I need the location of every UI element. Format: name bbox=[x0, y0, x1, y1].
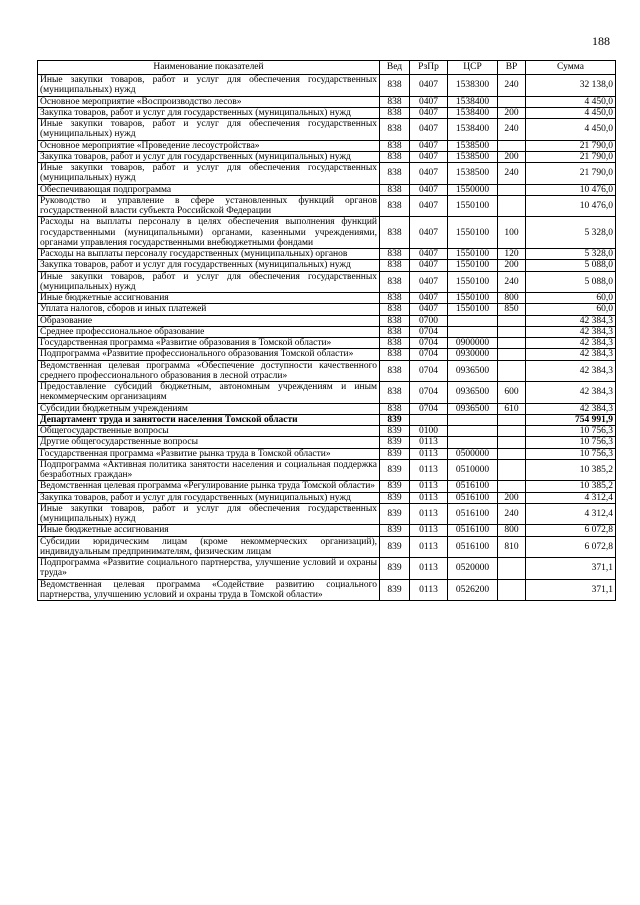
cell-rzpr: 0700 bbox=[410, 315, 448, 326]
cell-name: Подпрограмма «Развитие профессионального образования Томской области» bbox=[38, 349, 380, 360]
cell-sum: 21 790,0 bbox=[526, 151, 616, 162]
budget-table bbox=[37, 60, 616, 601]
cell-rzpr: 0100 bbox=[410, 426, 448, 437]
cell-sum: 42 384,3 bbox=[526, 360, 616, 382]
cell-name: Ведомственная целевая программа «Обеспечение доступности качественного среднего профессионального образования в лесной отрасли» bbox=[38, 360, 380, 382]
cell-name: Подпрограмма «Развитие социального партнерства, улучшение условий и охраны труда» bbox=[38, 558, 380, 580]
cell-sum: 10 756,3 bbox=[526, 448, 616, 459]
cell-vr bbox=[498, 349, 526, 360]
cell-csr: 1550100 bbox=[448, 271, 498, 293]
cell-rzpr: 0407 bbox=[410, 163, 448, 185]
cell-ved: 839 bbox=[380, 437, 410, 448]
cell-sum: 4 450,0 bbox=[526, 107, 616, 118]
cell-rzpr: 0113 bbox=[410, 503, 448, 525]
cell-sum: 42 384,3 bbox=[526, 338, 616, 349]
cell-csr: 1538500 bbox=[448, 163, 498, 185]
table-row bbox=[38, 558, 616, 580]
cell-name: Иные закупки товаров, работ и услуг для обеспечения государственных (муниципальных) нужд bbox=[38, 271, 380, 293]
cell-name: Ведомственная целевая программа «Содействие развитию социального партнерства, улучшению условий и охраны труда в Томской области» bbox=[38, 579, 380, 601]
cell-vr bbox=[498, 558, 526, 580]
cell-sum: 42 384,3 bbox=[526, 349, 616, 360]
cell-csr: 1538400 bbox=[448, 119, 498, 141]
cell-vr: 100 bbox=[498, 217, 526, 249]
table-row bbox=[38, 107, 616, 118]
cell-sum: 4 312,4 bbox=[526, 492, 616, 503]
table-row bbox=[38, 119, 616, 141]
cell-vr: 800 bbox=[498, 525, 526, 536]
cell-name: Иные бюджетные ассигнования bbox=[38, 293, 380, 304]
cell-rzpr: 0704 bbox=[410, 382, 448, 404]
cell-csr bbox=[448, 414, 498, 425]
cell-ved: 839 bbox=[380, 536, 410, 558]
cell-rzpr: 0113 bbox=[410, 536, 448, 558]
cell-rzpr: 0407 bbox=[410, 217, 448, 249]
table-row bbox=[38, 403, 616, 414]
cell-name: Закупка товаров, работ и услуг для государственных (муниципальных) нужд bbox=[38, 260, 380, 271]
cell-ved: 838 bbox=[380, 249, 410, 260]
cell-rzpr: 0113 bbox=[410, 448, 448, 459]
cell-ved: 838 bbox=[380, 338, 410, 349]
cell-ved: 838 bbox=[380, 326, 410, 337]
cell-name: Субсидии юридическим лицам (кроме некоммерческих организаций), индивидуальным предпринимателям, физическим лицам bbox=[38, 536, 380, 558]
table-row bbox=[38, 304, 616, 315]
cell-vr: 850 bbox=[498, 304, 526, 315]
cell-csr: 1550100 bbox=[448, 249, 498, 260]
cell-name: Департамент труда и занятости населения Томской области bbox=[38, 414, 380, 425]
cell-sum: 21 790,0 bbox=[526, 140, 616, 151]
cell-csr: 0516100 bbox=[448, 525, 498, 536]
cell-csr: 1550100 bbox=[448, 293, 498, 304]
cell-name: Среднее профессиональное образование bbox=[38, 326, 380, 337]
cell-csr: 0936500 bbox=[448, 360, 498, 382]
table-row bbox=[38, 536, 616, 558]
cell-ved: 838 bbox=[380, 403, 410, 414]
cell-vr: 200 bbox=[498, 260, 526, 271]
cell-csr: 1538500 bbox=[448, 151, 498, 162]
cell-vr: 200 bbox=[498, 107, 526, 118]
table-row bbox=[38, 326, 616, 337]
cell-csr: 1550100 bbox=[448, 195, 498, 217]
cell-vr: 200 bbox=[498, 492, 526, 503]
cell-vr bbox=[498, 459, 526, 481]
cell-sum: 4 450,0 bbox=[526, 119, 616, 141]
cell-ved: 839 bbox=[380, 481, 410, 492]
table-row bbox=[38, 525, 616, 536]
cell-csr: 0520000 bbox=[448, 558, 498, 580]
table-row bbox=[38, 260, 616, 271]
cell-csr: 1550000 bbox=[448, 184, 498, 195]
cell-csr: 1550100 bbox=[448, 304, 498, 315]
table-row bbox=[38, 459, 616, 481]
cell-rzpr: 0407 bbox=[410, 271, 448, 293]
table-row bbox=[38, 360, 616, 382]
cell-rzpr: 0407 bbox=[410, 75, 448, 97]
cell-sum: 10 756,3 bbox=[526, 426, 616, 437]
cell-name: Закупка товаров, работ и услуг для государственных (муниципальных) нужд bbox=[38, 492, 380, 503]
cell-vr bbox=[498, 195, 526, 217]
cell-rzpr: 0113 bbox=[410, 558, 448, 580]
cell-vr: 240 bbox=[498, 271, 526, 293]
cell-sum: 10 385,2 bbox=[526, 481, 616, 492]
cell-rzpr: 0407 bbox=[410, 151, 448, 162]
table-row bbox=[38, 249, 616, 260]
table-row bbox=[38, 163, 616, 185]
cell-name: Обеспечивающая подпрограмма bbox=[38, 184, 380, 195]
cell-sum: 371,1 bbox=[526, 579, 616, 601]
cell-csr: 0510000 bbox=[448, 459, 498, 481]
cell-name: Основное мероприятие «Воспроизводство лесов» bbox=[38, 96, 380, 107]
cell-rzpr: 0113 bbox=[410, 492, 448, 503]
table-row bbox=[38, 195, 616, 217]
cell-ved: 838 bbox=[380, 119, 410, 141]
cell-ved: 839 bbox=[380, 448, 410, 459]
cell-sum: 6 072,8 bbox=[526, 525, 616, 536]
cell-name: Основное мероприятие «Проведение лесоустройства» bbox=[38, 140, 380, 151]
cell-ved: 839 bbox=[380, 579, 410, 601]
cell-sum: 60,0 bbox=[526, 293, 616, 304]
cell-vr bbox=[498, 140, 526, 151]
cell-rzpr: 0704 bbox=[410, 403, 448, 414]
table-row bbox=[38, 140, 616, 151]
cell-rzpr: 0704 bbox=[410, 338, 448, 349]
cell-csr: 1550100 bbox=[448, 260, 498, 271]
cell-csr bbox=[448, 426, 498, 437]
cell-vr bbox=[498, 96, 526, 107]
cell-vr: 800 bbox=[498, 293, 526, 304]
cell-csr: 1538500 bbox=[448, 140, 498, 151]
cell-sum: 42 384,3 bbox=[526, 403, 616, 414]
cell-ved: 838 bbox=[380, 360, 410, 382]
table-row bbox=[38, 338, 616, 349]
cell-csr: 1538400 bbox=[448, 96, 498, 107]
cell-vr bbox=[498, 481, 526, 492]
table-row bbox=[38, 184, 616, 195]
cell-csr bbox=[448, 315, 498, 326]
cell-ved: 838 bbox=[380, 382, 410, 404]
cell-sum: 10 476,0 bbox=[526, 184, 616, 195]
cell-ved: 838 bbox=[380, 140, 410, 151]
table-body bbox=[38, 75, 616, 601]
cell-name: Уплата налогов, сборов и иных платежей bbox=[38, 304, 380, 315]
cell-vr bbox=[498, 184, 526, 195]
table-row bbox=[38, 217, 616, 249]
cell-vr bbox=[498, 326, 526, 337]
cell-ved: 838 bbox=[380, 75, 410, 97]
cell-rzpr: 0407 bbox=[410, 293, 448, 304]
table-row bbox=[38, 437, 616, 448]
cell-ved: 839 bbox=[380, 492, 410, 503]
cell-ved: 839 bbox=[380, 503, 410, 525]
cell-name: Ведомственная целевая программа «Регулирование рынка труда Томской области» bbox=[38, 481, 380, 492]
cell-sum: 10 385,2 bbox=[526, 459, 616, 481]
cell-rzpr: 0113 bbox=[410, 525, 448, 536]
table-row bbox=[38, 271, 616, 293]
cell-sum: 10 476,0 bbox=[526, 195, 616, 217]
cell-vr bbox=[498, 579, 526, 601]
cell-vr: 240 bbox=[498, 75, 526, 97]
cell-sum: 6 072,8 bbox=[526, 536, 616, 558]
cell-name: Расходы на выплаты персоналу государственных (муниципальных) органов bbox=[38, 249, 380, 260]
cell-ved: 839 bbox=[380, 558, 410, 580]
cell-sum: 10 756,3 bbox=[526, 437, 616, 448]
cell-vr: 610 bbox=[498, 403, 526, 414]
cell-vr bbox=[498, 426, 526, 437]
cell-vr bbox=[498, 360, 526, 382]
cell-rzpr: 0704 bbox=[410, 349, 448, 360]
cell-csr: 0516100 bbox=[448, 536, 498, 558]
table-row bbox=[38, 382, 616, 404]
cell-sum: 42 384,3 bbox=[526, 326, 616, 337]
cell-vr: 240 bbox=[498, 503, 526, 525]
cell-vr bbox=[498, 315, 526, 326]
table-row bbox=[38, 293, 616, 304]
cell-csr: 1538300 bbox=[448, 75, 498, 97]
cell-csr: 1550100 bbox=[448, 217, 498, 249]
cell-csr bbox=[448, 437, 498, 448]
cell-name: Иные закупки товаров, работ и услуг для обеспечения государственных (муниципальных) нужд bbox=[38, 163, 380, 185]
cell-csr: 0936500 bbox=[448, 403, 498, 414]
table-row bbox=[38, 96, 616, 107]
cell-csr: 0900000 bbox=[448, 338, 498, 349]
cell-rzpr: 0407 bbox=[410, 249, 448, 260]
cell-rzpr: 0407 bbox=[410, 304, 448, 315]
cell-vr: 240 bbox=[498, 163, 526, 185]
cell-sum: 60,0 bbox=[526, 304, 616, 315]
cell-sum: 5 088,0 bbox=[526, 271, 616, 293]
cell-rzpr: 0113 bbox=[410, 459, 448, 481]
cell-sum: 5 328,0 bbox=[526, 249, 616, 260]
table-row bbox=[38, 151, 616, 162]
column-header-ved: Вед bbox=[380, 61, 410, 75]
table-row bbox=[38, 503, 616, 525]
cell-vr: 240 bbox=[498, 119, 526, 141]
cell-name: Подпрограмма «Активная политика занятости населения и социальная поддержка безработных граждан» bbox=[38, 459, 380, 481]
cell-sum: 754 991,9 bbox=[526, 414, 616, 425]
cell-csr bbox=[448, 326, 498, 337]
cell-name: Иные бюджетные ассигнования bbox=[38, 525, 380, 536]
cell-name: Другие общегосударственные вопросы bbox=[38, 437, 380, 448]
table-row bbox=[38, 492, 616, 503]
cell-ved: 838 bbox=[380, 96, 410, 107]
cell-vr bbox=[498, 338, 526, 349]
cell-sum: 371,1 bbox=[526, 558, 616, 580]
cell-rzpr: 0407 bbox=[410, 260, 448, 271]
cell-csr: 1538400 bbox=[448, 107, 498, 118]
cell-sum: 42 384,3 bbox=[526, 382, 616, 404]
cell-csr: 0516100 bbox=[448, 481, 498, 492]
table-row bbox=[38, 315, 616, 326]
table-row bbox=[38, 481, 616, 492]
cell-csr: 0500000 bbox=[448, 448, 498, 459]
cell-rzpr: 0407 bbox=[410, 119, 448, 141]
cell-ved: 839 bbox=[380, 414, 410, 425]
cell-sum: 5 328,0 bbox=[526, 217, 616, 249]
cell-vr bbox=[498, 448, 526, 459]
cell-name: Иные закупки товаров, работ и услуг для обеспечения государственных (муниципальных) нужд bbox=[38, 119, 380, 141]
cell-csr: 0516100 bbox=[448, 492, 498, 503]
cell-name: Общегосударственные вопросы bbox=[38, 426, 380, 437]
cell-sum: 5 088,0 bbox=[526, 260, 616, 271]
cell-sum: 32 138,0 bbox=[526, 75, 616, 97]
cell-rzpr bbox=[410, 414, 448, 425]
cell-sum: 4 312,4 bbox=[526, 503, 616, 525]
cell-ved: 839 bbox=[380, 525, 410, 536]
cell-csr: 0930000 bbox=[448, 349, 498, 360]
cell-vr bbox=[498, 437, 526, 448]
cell-vr: 120 bbox=[498, 249, 526, 260]
cell-csr: 0936500 bbox=[448, 382, 498, 404]
cell-rzpr: 0407 bbox=[410, 184, 448, 195]
header-row bbox=[38, 61, 616, 75]
table-header bbox=[38, 61, 616, 75]
cell-ved: 838 bbox=[380, 151, 410, 162]
cell-csr: 0516100 bbox=[448, 503, 498, 525]
column-header-rzpr: РзПр bbox=[410, 61, 448, 75]
cell-ved: 838 bbox=[380, 293, 410, 304]
cell-ved: 839 bbox=[380, 459, 410, 481]
cell-ved: 838 bbox=[380, 315, 410, 326]
cell-name: Расходы на выплаты персоналу в целях обеспечения выполнения функций государственными (муниципальными) органами, казенными учреждениями, органами управления государственными внебюджетными фондами bbox=[38, 217, 380, 249]
cell-name: Образование bbox=[38, 315, 380, 326]
table-row bbox=[38, 579, 616, 601]
cell-name: Государственная программа «Развитие образования в Томской области» bbox=[38, 338, 380, 349]
cell-name: Закупка товаров, работ и услуг для государственных (муниципальных) нужд bbox=[38, 107, 380, 118]
cell-vr: 600 bbox=[498, 382, 526, 404]
cell-rzpr: 0113 bbox=[410, 437, 448, 448]
cell-rzpr: 0407 bbox=[410, 140, 448, 151]
cell-ved: 838 bbox=[380, 349, 410, 360]
column-header-sum: Сумма bbox=[526, 61, 616, 75]
column-header-name: Наименование показателей bbox=[38, 61, 380, 75]
cell-name: Государственная программа «Развитие рынка труда в Томской области» bbox=[38, 448, 380, 459]
cell-rzpr: 0113 bbox=[410, 481, 448, 492]
cell-name: Руководство и управление в сфере установленных функций органов государственной власти субъекта Российской Федерации bbox=[38, 195, 380, 217]
cell-ved: 838 bbox=[380, 271, 410, 293]
cell-name: Иные закупки товаров, работ и услуг для обеспечения государственных (муниципальных) нужд bbox=[38, 75, 380, 97]
cell-csr: 0526200 bbox=[448, 579, 498, 601]
cell-ved: 838 bbox=[380, 163, 410, 185]
cell-ved: 838 bbox=[380, 184, 410, 195]
cell-ved: 838 bbox=[380, 304, 410, 315]
table-row bbox=[38, 75, 616, 97]
table-row bbox=[38, 414, 616, 425]
cell-rzpr: 0407 bbox=[410, 96, 448, 107]
cell-ved: 839 bbox=[380, 426, 410, 437]
cell-vr: 810 bbox=[498, 536, 526, 558]
cell-ved: 838 bbox=[380, 107, 410, 118]
cell-sum: 42 384,3 bbox=[526, 315, 616, 326]
cell-sum: 4 450,0 bbox=[526, 96, 616, 107]
column-header-csr: ЦСР bbox=[448, 61, 498, 75]
cell-rzpr: 0704 bbox=[410, 360, 448, 382]
cell-name: Субсидии бюджетным учреждениям bbox=[38, 403, 380, 414]
cell-sum: 21 790,0 bbox=[526, 163, 616, 185]
cell-ved: 838 bbox=[380, 195, 410, 217]
cell-ved: 838 bbox=[380, 260, 410, 271]
cell-name: Иные закупки товаров, работ и услуг для обеспечения государственных (муниципальных) нужд bbox=[38, 503, 380, 525]
table-row bbox=[38, 426, 616, 437]
page-number: 188 bbox=[592, 34, 610, 48]
table-row bbox=[38, 349, 616, 360]
cell-rzpr: 0704 bbox=[410, 326, 448, 337]
cell-name: Закупка товаров, работ и услуг для государственных (муниципальных) нужд bbox=[38, 151, 380, 162]
cell-rzpr: 0407 bbox=[410, 195, 448, 217]
cell-vr: 200 bbox=[498, 151, 526, 162]
table-row bbox=[38, 448, 616, 459]
cell-rzpr: 0113 bbox=[410, 579, 448, 601]
cell-vr bbox=[498, 414, 526, 425]
cell-rzpr: 0407 bbox=[410, 107, 448, 118]
column-header-vr: ВР bbox=[498, 61, 526, 75]
cell-ved: 838 bbox=[380, 217, 410, 249]
cell-name: Предоставление субсидий бюджетным, автономным учреждениям и иным некоммерческим организациям bbox=[38, 382, 380, 404]
